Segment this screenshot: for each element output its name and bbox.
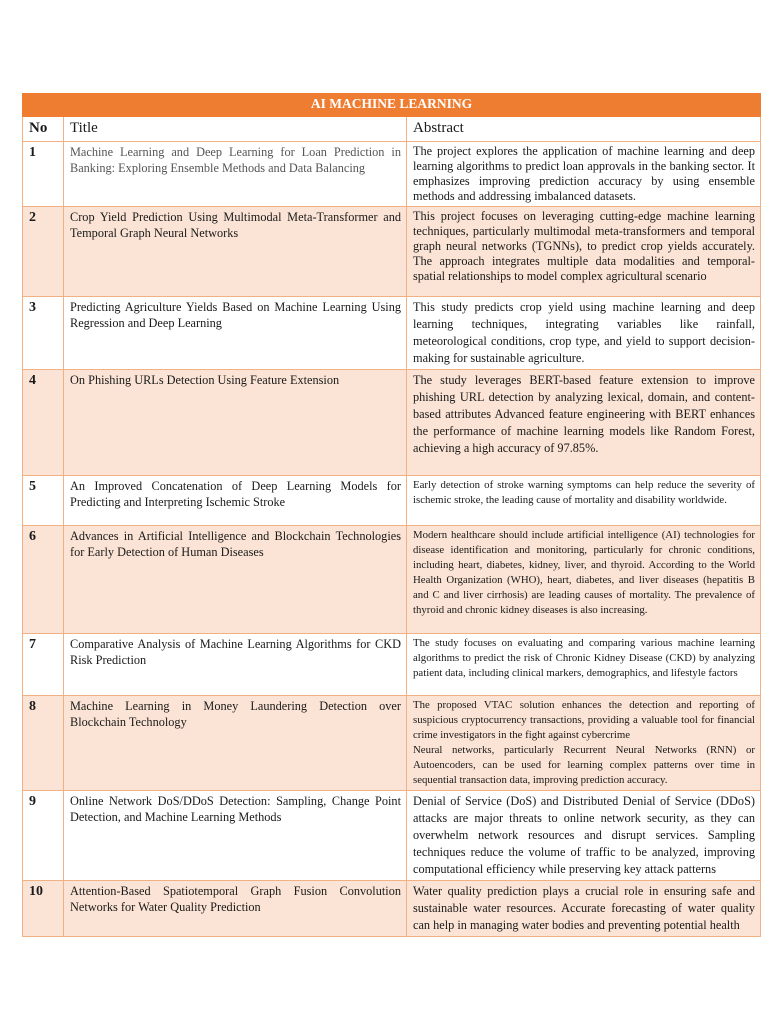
row-abstract: Water quality prediction plays a crucial role in ensuring safe and sustainable water resources. Accurate forecasting of water quality can help in managing water bodies and preventing potential health xyxy=(407,881,761,937)
table-title-row xyxy=(23,94,761,117)
row-number: 4 xyxy=(23,370,64,476)
row-abstract xyxy=(407,696,761,791)
row-abstract: This project focuses on leveraging cutting-edge machine learning techniques, particularly multimodal meta-transformers and temporal graph neural networks (TGNNs), to predict crop yields accurately. The approach integrates multiple data modalities and temporal-spatial relationships to model complex agricultural scenario xyxy=(407,207,761,297)
row-title: Machine Learning in Money Laundering Detection over Blockchain Technology xyxy=(64,696,407,791)
header-abstract: Abstract xyxy=(407,117,761,142)
table-row xyxy=(23,634,761,696)
document-page xyxy=(22,93,760,937)
row-title: Online Network DoS/DDoS Detection: Sampling, Change Point Detection, and Machine Learning Methods xyxy=(64,791,407,881)
row-abstract-part-1: The proposed VTAC solution enhances the detection and reporting of suspicious cryptocurrency transactions, providing a valuable tool for financial crime investigators in the fight against cybercrime xyxy=(413,699,756,741)
row-number: 5 xyxy=(23,476,64,526)
row-abstract-part-2: Neural networks, particularly Recurrent Neural Networks (RNN) or Autoencoders, can be used for learning complex patterns over time in sequential transaction data, improving prediction accuracy. xyxy=(413,744,756,786)
header-no: No xyxy=(23,117,64,142)
row-title: On Phishing URLs Detection Using Feature Extension xyxy=(64,370,407,476)
table-row xyxy=(23,791,761,881)
row-abstract: The project explores the application of machine learning and deep learning algorithms to predict loan approvals in the banking sector. It emphasizes improving prediction accuracy by using ensemble methods and addressing imbalanced datasets. xyxy=(407,142,761,207)
row-abstract: Modern healthcare should include artificial intelligence (AI) technologies for disease identification and monitoring, particularly for chronic conditions, including heart, diabetes, kidney, liver, and thyroid. According to the World Health Organization (WHO), heart, diabetes, and liver diseases (hepatitis B and C and liver cirrhosis) are leading causes of mortality. The prevalence of thyroid and chronic kidney diseases is also increasing. xyxy=(407,526,761,634)
row-number: 2 xyxy=(23,207,64,297)
row-title: An Improved Concatenation of Deep Learning Models for Predicting and Interpreting Ischemic Stroke xyxy=(64,476,407,526)
table-title: AI MACHINE LEARNING xyxy=(23,94,761,117)
row-number: 9 xyxy=(23,791,64,881)
table-row xyxy=(23,881,761,937)
projects-table xyxy=(22,93,761,937)
table-row xyxy=(23,526,761,634)
table-row xyxy=(23,370,761,476)
row-number: 8 xyxy=(23,696,64,791)
row-title: Machine Learning and Deep Learning for Loan Prediction in Banking: Exploring Ensemble Methods and Data Balancing xyxy=(64,142,407,207)
table-row xyxy=(23,476,761,526)
table-row xyxy=(23,207,761,297)
row-number: 10 xyxy=(23,881,64,937)
row-number: 1 xyxy=(23,142,64,207)
row-abstract: The study leverages BERT-based feature extension to improve phishing URL detection by analyzing lexical, domain, and content-based attributes Advanced feature engineering with BERT enhances the performance of machine learning models like Random Forest, achieving a high accuracy of 97.85%. xyxy=(407,370,761,476)
row-number: 6 xyxy=(23,526,64,634)
row-title: Crop Yield Prediction Using Multimodal Meta-Transformer and Temporal Graph Neural Networks xyxy=(64,207,407,297)
row-abstract: This study predicts crop yield using machine learning and deep learning techniques, integrating variables like rainfall, meteorological conditions, crop type, and yield to support decision-making for sustainable agriculture. xyxy=(407,297,761,370)
row-abstract: Denial of Service (DoS) and Distributed Denial of Service (DDoS) attacks are major threats to online network security, as they can overwhelm network resources and disrupt services. Sampling techniques reduce the volume of traffic to be analyzed, improving computational efficiency while preserving key attack patterns xyxy=(407,791,761,881)
row-number: 3 xyxy=(23,297,64,370)
row-number: 7 xyxy=(23,634,64,696)
row-title: Predicting Agriculture Yields Based on Machine Learning Using Regression and Deep Learning xyxy=(64,297,407,370)
header-title: Title xyxy=(64,117,407,142)
table-row xyxy=(23,297,761,370)
row-title: Comparative Analysis of Machine Learning Algorithms for CKD Risk Prediction xyxy=(64,634,407,696)
table-row xyxy=(23,142,761,207)
row-abstract: The study focuses on evaluating and comparing various machine learning algorithms to predict the risk of Chronic Kidney Disease (CKD) by analyzing patient data, including clinical markers, demographics, and lifestyle factors xyxy=(407,634,761,696)
row-abstract: Early detection of stroke warning symptoms can help reduce the severity of ischemic stroke, the leading cause of mortality and disability worldwide. xyxy=(407,476,761,526)
table-header-row xyxy=(23,117,761,142)
row-title: Attention-Based Spatiotemporal Graph Fusion Convolution Networks for Water Quality Prediction xyxy=(64,881,407,937)
table-row xyxy=(23,696,761,791)
row-title: Advances in Artificial Intelligence and Blockchain Technologies for Early Detection of Human Diseases xyxy=(64,526,407,634)
